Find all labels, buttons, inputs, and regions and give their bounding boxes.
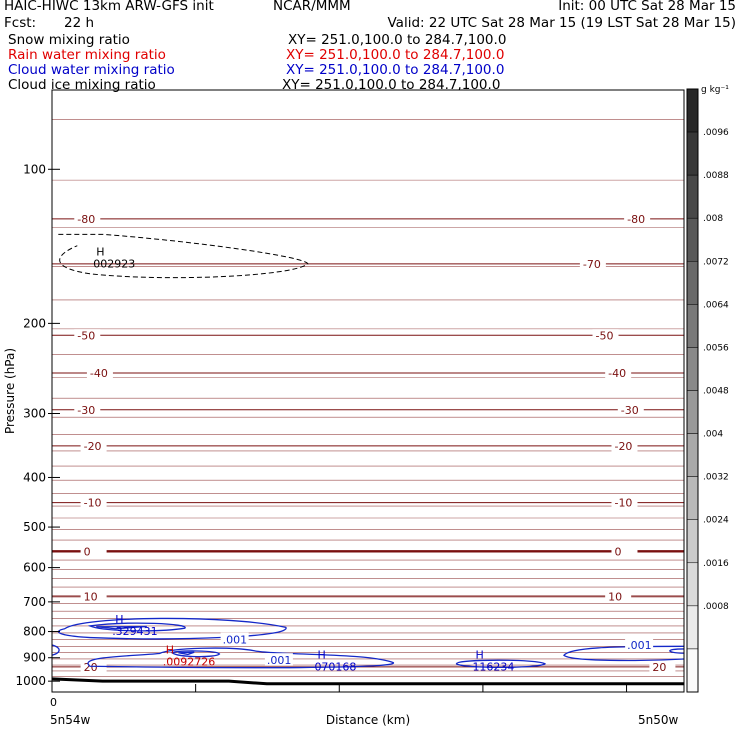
x-tick-label: 0 xyxy=(50,696,57,709)
x-axis-label: Distance (km) xyxy=(325,713,411,727)
field-rain-xy: XY= 251.0,100.0 to 284.7,100.0 xyxy=(286,47,505,63)
colorbar-tick-label: .0072 xyxy=(703,257,729,268)
ground-line xyxy=(52,679,684,684)
isotherm-label: -30 xyxy=(620,403,639,417)
y-tick-label: 100 xyxy=(23,162,46,177)
field-snow-label: Snow mixing ratio xyxy=(8,32,130,48)
isotherm-label: 20 xyxy=(83,660,98,674)
colorbar-tick-label: .0088 xyxy=(703,171,729,182)
colorbar-tick-label: .0048 xyxy=(703,386,729,397)
fcst-value: 22 h xyxy=(64,15,95,31)
isotherm-label: 0 xyxy=(83,545,91,559)
colorbar-tick-label: .004 xyxy=(703,429,724,440)
colorbar-tick-label: .0064 xyxy=(703,300,729,311)
colorbar-swatch xyxy=(687,132,698,175)
colorbar-swatch xyxy=(687,89,698,132)
contour-label: .001 xyxy=(222,633,248,647)
y-tick-label: 300 xyxy=(23,406,46,421)
maximum-marker: H xyxy=(317,648,326,662)
isotherm-label: 10 xyxy=(83,590,98,604)
colorbar-tick-label: .0016 xyxy=(703,558,729,569)
cloud-water-contour xyxy=(670,649,684,653)
maximum-marker: H xyxy=(96,245,105,259)
colorbar-tick-label: .0032 xyxy=(703,472,729,483)
colorbar-swatch xyxy=(687,218,698,261)
contour-label: .001 xyxy=(627,639,652,653)
field-rain-label: Rain water mixing ratio xyxy=(8,47,166,63)
maximum-marker: H xyxy=(475,648,484,662)
y-tick-label: 500 xyxy=(23,520,46,535)
colorbar-tick-label: .008 xyxy=(703,214,724,225)
colorbar-swatch xyxy=(687,477,698,520)
cloud-water-contour xyxy=(59,618,287,638)
contour-label: .001 xyxy=(266,654,292,668)
fcst-label: Fcst: xyxy=(4,15,37,31)
isotherm-label: -30 xyxy=(77,403,96,417)
field-cloud-water-label: Cloud water mixing ratio xyxy=(8,62,175,78)
isotherm-label: -40 xyxy=(89,366,108,380)
y-tick-label: 200 xyxy=(23,316,46,331)
colorbar-unit: g kg⁻¹ xyxy=(701,85,729,95)
y-tick-label: 400 xyxy=(23,470,46,485)
cloud-water-contour xyxy=(178,652,194,654)
isotherm-label: -70 xyxy=(582,257,601,271)
isotherm-label: -40 xyxy=(608,366,627,380)
isotherm-label: -10 xyxy=(83,496,102,510)
isotherm-label: -50 xyxy=(595,329,614,343)
maximum-value: 002923 xyxy=(93,257,136,271)
isotherm-label: -80 xyxy=(627,212,646,226)
y-tick-label: 1000 xyxy=(15,674,46,689)
colorbar-swatch xyxy=(687,261,698,304)
colorbar-swatch xyxy=(687,347,698,390)
colorbar-swatch xyxy=(687,563,698,606)
field-cloud-water-xy: XY= 251.0,100.0 to 284.7,100.0 xyxy=(286,62,505,78)
colorbar-tick-label: .0056 xyxy=(703,343,729,354)
isotherm-label: 10 xyxy=(608,590,623,604)
init-time: Init: 00 UTC Sat 28 Mar 15 xyxy=(558,0,736,14)
colorbar-tick-label: .0008 xyxy=(703,601,729,612)
valid-time: Valid: 22 UTC Sat 28 Mar 15 (19 LST Sat 28 Mar 15) xyxy=(387,15,736,31)
isotherm-label: 0 xyxy=(614,545,622,559)
colorbar-swatch xyxy=(687,649,698,692)
isotherm-label: -50 xyxy=(77,329,96,343)
isotherm-label: -20 xyxy=(83,439,102,453)
maximum-marker: H xyxy=(115,613,124,627)
colorbar-tick-label: .0024 xyxy=(703,515,729,526)
x-left-label: 5n54w xyxy=(50,713,91,727)
y-tick-label: 800 xyxy=(23,624,46,639)
field-snow-xy: XY= 251.0,100.0 to 284.7,100.0 xyxy=(288,32,507,48)
isotherm-label: -80 xyxy=(77,212,96,226)
plot-title: HAIC-HIWC 13km ARW-GFS init xyxy=(4,0,214,14)
isotherm-label: -10 xyxy=(614,496,633,510)
colorbar-swatch xyxy=(687,391,698,434)
maximum-value: 070168 xyxy=(314,660,357,674)
colorbar-tick-label: .0096 xyxy=(703,128,729,139)
isotherm-label: 20 xyxy=(652,660,667,674)
maximum-value: .0092726 xyxy=(162,655,216,669)
y-tick-label: 900 xyxy=(23,650,46,665)
y-tick-label: 600 xyxy=(23,560,46,575)
isotherm-label: -20 xyxy=(614,439,633,453)
maximum-value: .329431 xyxy=(112,625,158,639)
colorbar-swatch xyxy=(687,175,698,218)
maximum-marker: H xyxy=(165,643,175,657)
colorbar-swatch xyxy=(687,434,698,477)
x-right-label: 5n50w xyxy=(638,713,679,727)
colorbar-swatch xyxy=(687,606,698,649)
y-tick-label: 700 xyxy=(23,594,46,609)
field-cloud-ice-xy: XY= 251.0,100.0 to 284.7,100.0 xyxy=(282,77,501,93)
colorbar-swatch xyxy=(687,520,698,563)
cloud-water-contour xyxy=(564,646,684,660)
org-label: NCAR/MMM xyxy=(273,0,351,14)
y-axis-label: Pressure (hPa) xyxy=(3,347,17,435)
maximum-value: 116234 xyxy=(472,660,515,674)
colorbar-swatch xyxy=(687,304,698,347)
field-cloud-ice-label: Cloud ice mixing ratio xyxy=(8,77,156,93)
